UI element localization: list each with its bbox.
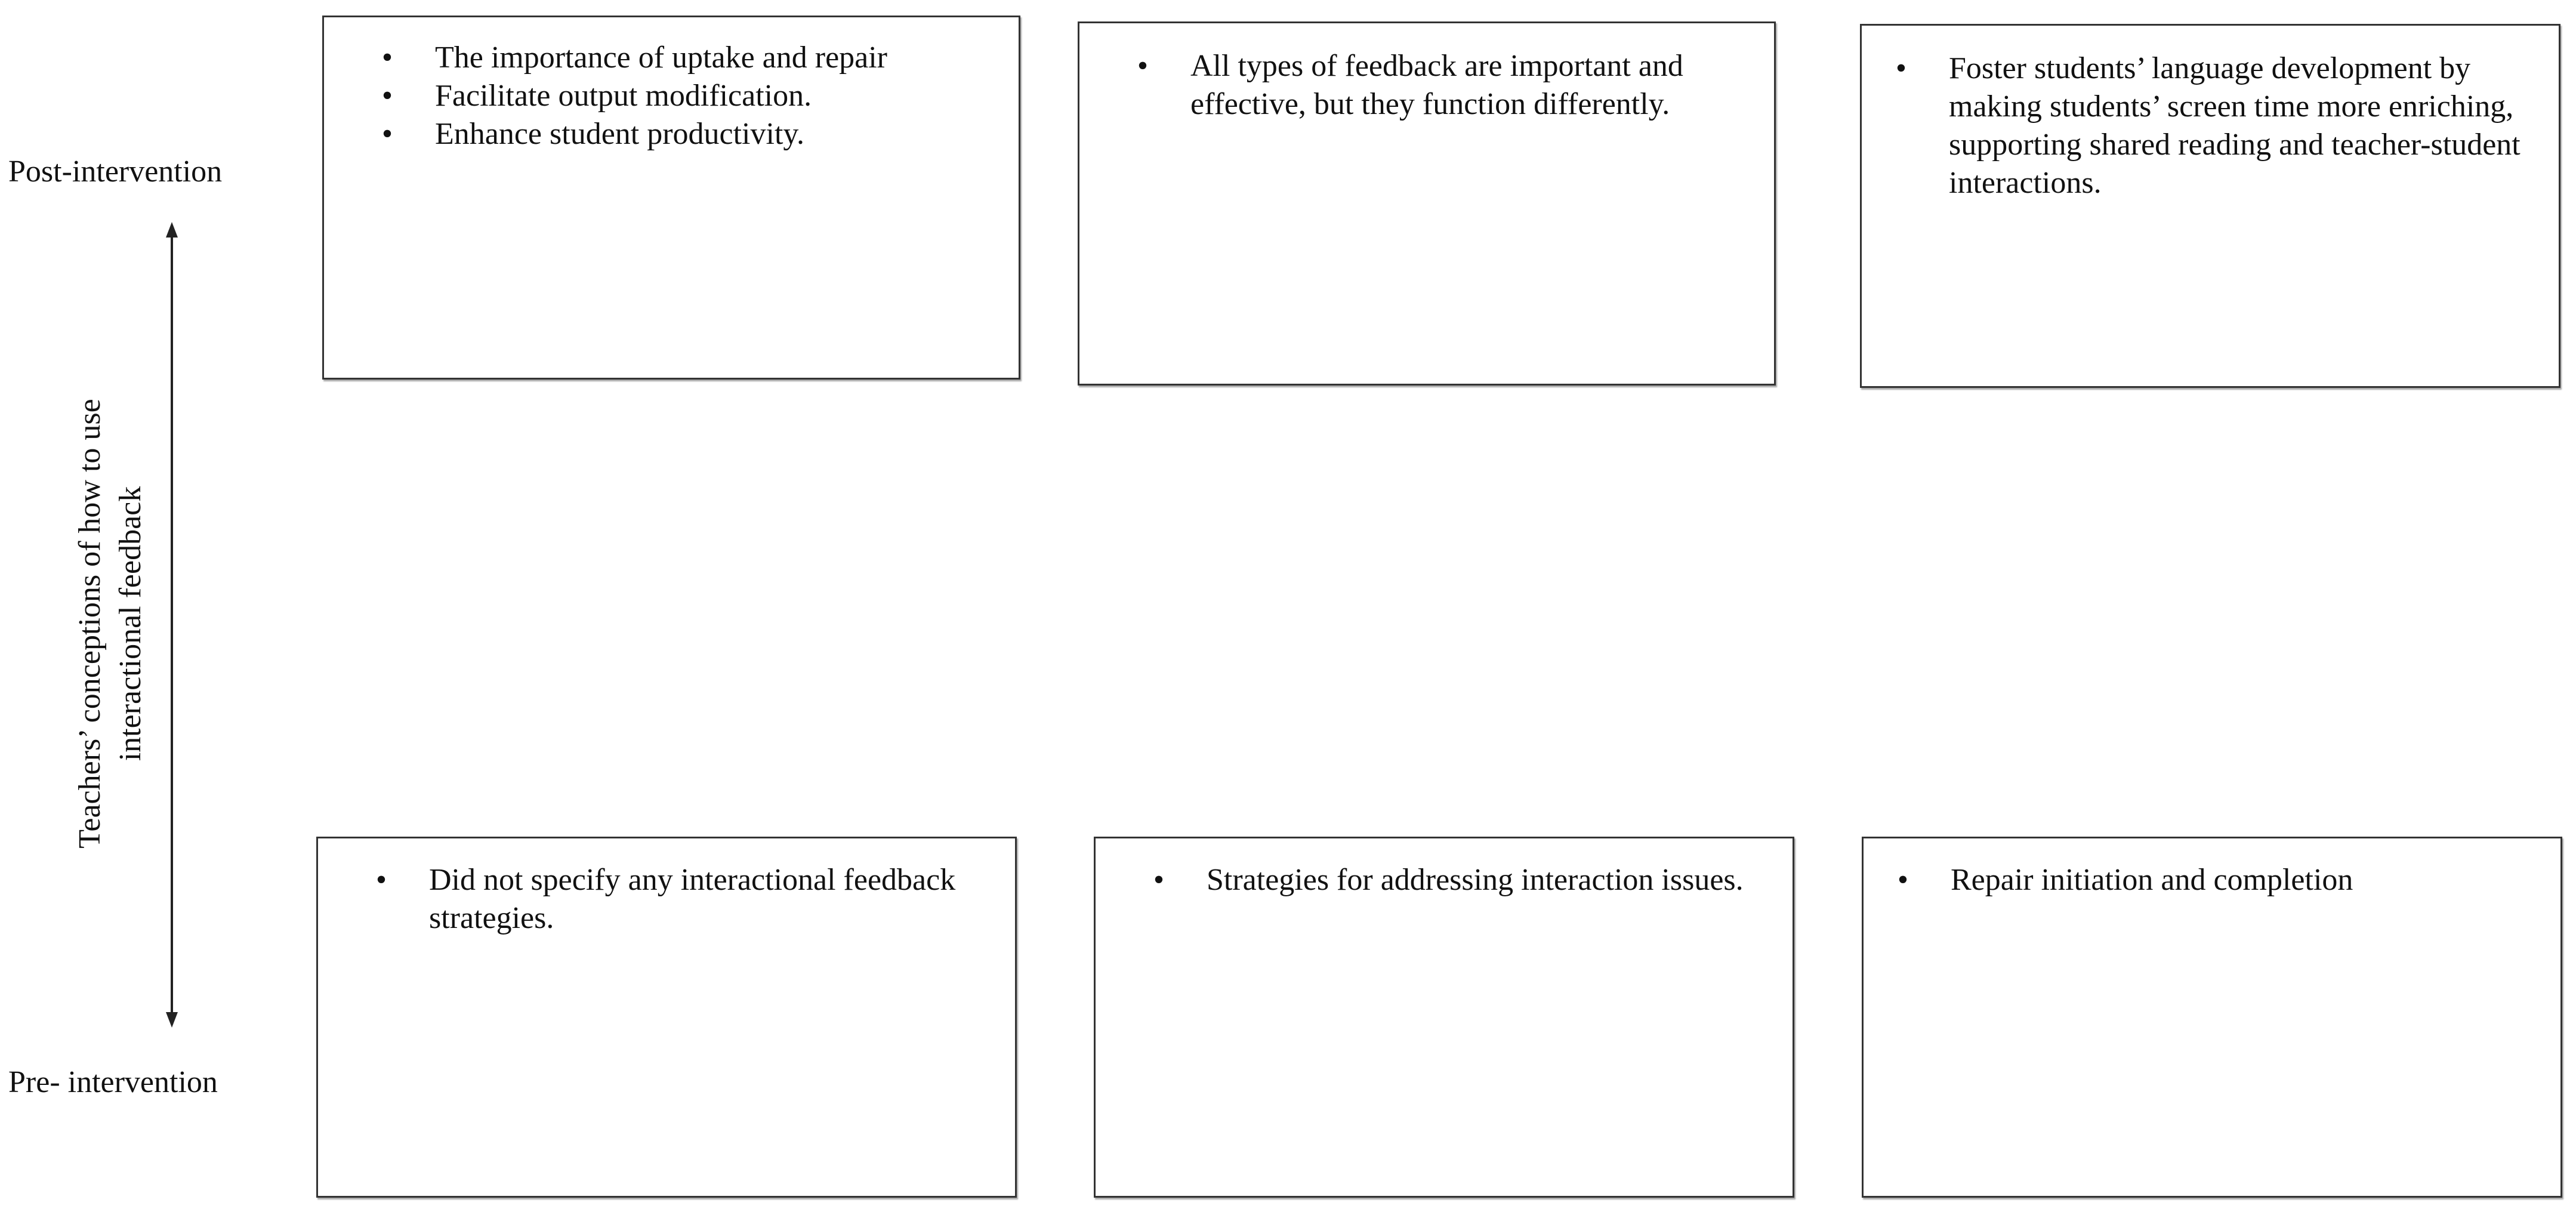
bullet-list [1137,47,1750,124]
bullet-list [1897,861,2537,899]
bullet-icon: • [1137,49,1149,83]
bullet-icon: • [1153,863,1165,897]
bullet-list [1895,50,2535,202]
axis-title [70,254,151,994]
pre-intervention-box-2 [1094,837,1794,1198]
list-item [381,39,995,77]
pre-intervention-box-1 [316,837,1017,1198]
post-intervention-box-1 [322,16,1020,380]
axis-title-line-2: interactional feedback [113,486,147,761]
post-intervention-label: Post-intervention [8,155,223,189]
list-item-text: The importance of uptake and repair [435,41,887,75]
list-item-text: Facilitate output modification. [435,79,812,113]
list-item [381,77,995,115]
list-item [1153,861,1769,899]
bullet-icon: • [1897,863,1909,897]
bullet-icon: • [381,117,393,151]
bullet-list [375,861,991,937]
bullet-list [1153,861,1769,899]
list-item-text: Enhance student productivity. [435,117,805,151]
list-item-text: Repair initiation and completion [1951,863,2353,897]
list-item-text: All types of feedback are important and effective, but they function differently. [1190,49,1683,121]
list-item-text: Foster students’ language development by making students’ screen time more enriching, supporting shared reading and teacher-student interactions. [1949,51,2521,200]
list-item [1895,50,2535,202]
bullet-icon: • [375,863,387,897]
list-item-text: Strategies for addressing interaction issues. [1207,863,1744,897]
post-intervention-box-2 [1078,21,1776,386]
double-headed-arrow-icon [160,222,184,1028]
bullet-icon: • [381,79,393,113]
bullet-icon: • [1895,51,1907,85]
post-intervention-box-3 [1860,24,2560,388]
axis-title-line-1: Teachers’ conceptions of how to use [73,399,107,849]
bullet-list [381,39,995,153]
pre-intervention-box-3 [1862,837,2562,1198]
list-item [381,115,995,153]
pre-intervention-label: Pre- intervention [8,1065,218,1099]
list-item [1137,47,1750,124]
bullet-icon: • [381,41,393,75]
list-item [375,861,991,937]
list-item-text: Did not specify any interactional feedback strategies. [429,863,956,935]
list-item [1897,861,2537,899]
